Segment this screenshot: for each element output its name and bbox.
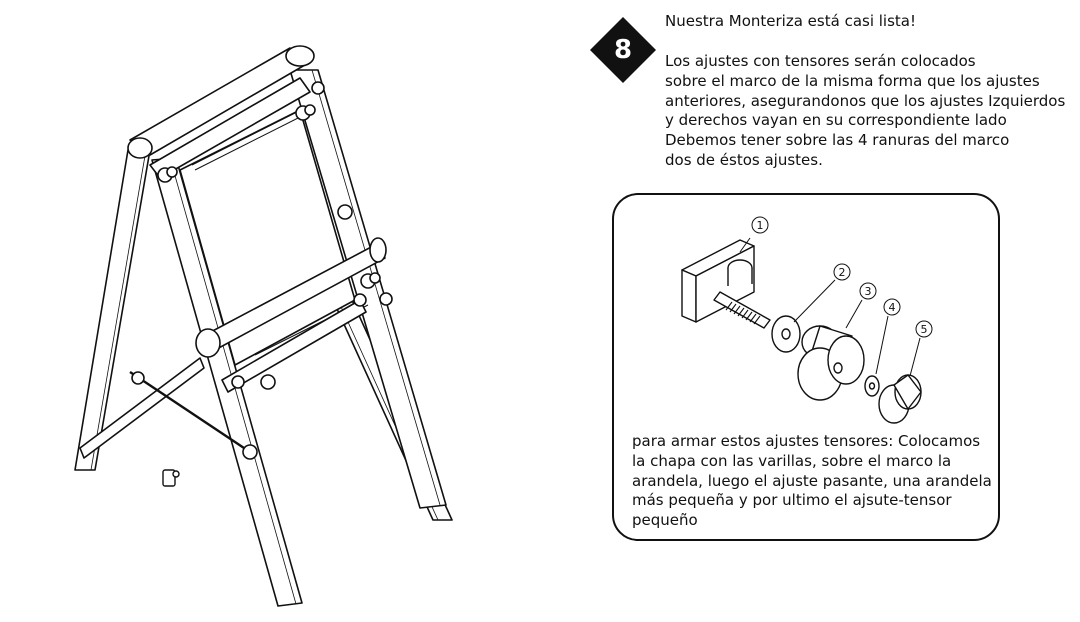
instructions-text (665, 52, 1065, 171)
instruction-line: Los ajustes con tensores serán colocados (665, 52, 976, 70)
parts-exploded-view (670, 210, 970, 432)
instruction-line: anteriores, asegurandonos que los ajustes Izquierdos (665, 91, 1066, 110)
part-label-5: 5 (920, 323, 928, 336)
instruction-line: dos de éstos ajustes. (665, 150, 823, 169)
part-label-4: 4 (888, 301, 896, 314)
loose-bracket (163, 470, 179, 486)
back-left-leg (75, 150, 150, 470)
instruction-line: sobre el marco de la misma forma que los ajustes (665, 71, 1040, 90)
caption-line: para armar estos ajustes tensores: Colocamos (632, 432, 981, 450)
step-number: 8 (613, 35, 633, 65)
caption-line: más pequeña y por ultimo el ajsute-tensor (632, 491, 952, 510)
caption-line: pequeño (632, 511, 698, 530)
instruction-line: y derechos vayan en su correspondiente lado (665, 111, 1007, 130)
part-knob-large (798, 326, 864, 400)
part-washer-large (772, 316, 800, 352)
step-title: Nuestra Monteriza está casi lista! (665, 12, 916, 30)
caption-line: la chapa con las varillas, sobre el marco la (632, 451, 952, 470)
caption-line: arandela, luego el ajuste pasante, una arandela (632, 471, 992, 490)
instruction-line: Debemos tener sobre las 4 ranuras del marco (665, 131, 1010, 150)
part-knob-small (879, 375, 921, 423)
part-label-1: 1 (756, 219, 764, 232)
part-label-3: 3 (864, 285, 872, 298)
part-label-2: 2 (838, 266, 846, 279)
part-washer-small (865, 376, 879, 396)
assembly-caption (632, 432, 992, 531)
